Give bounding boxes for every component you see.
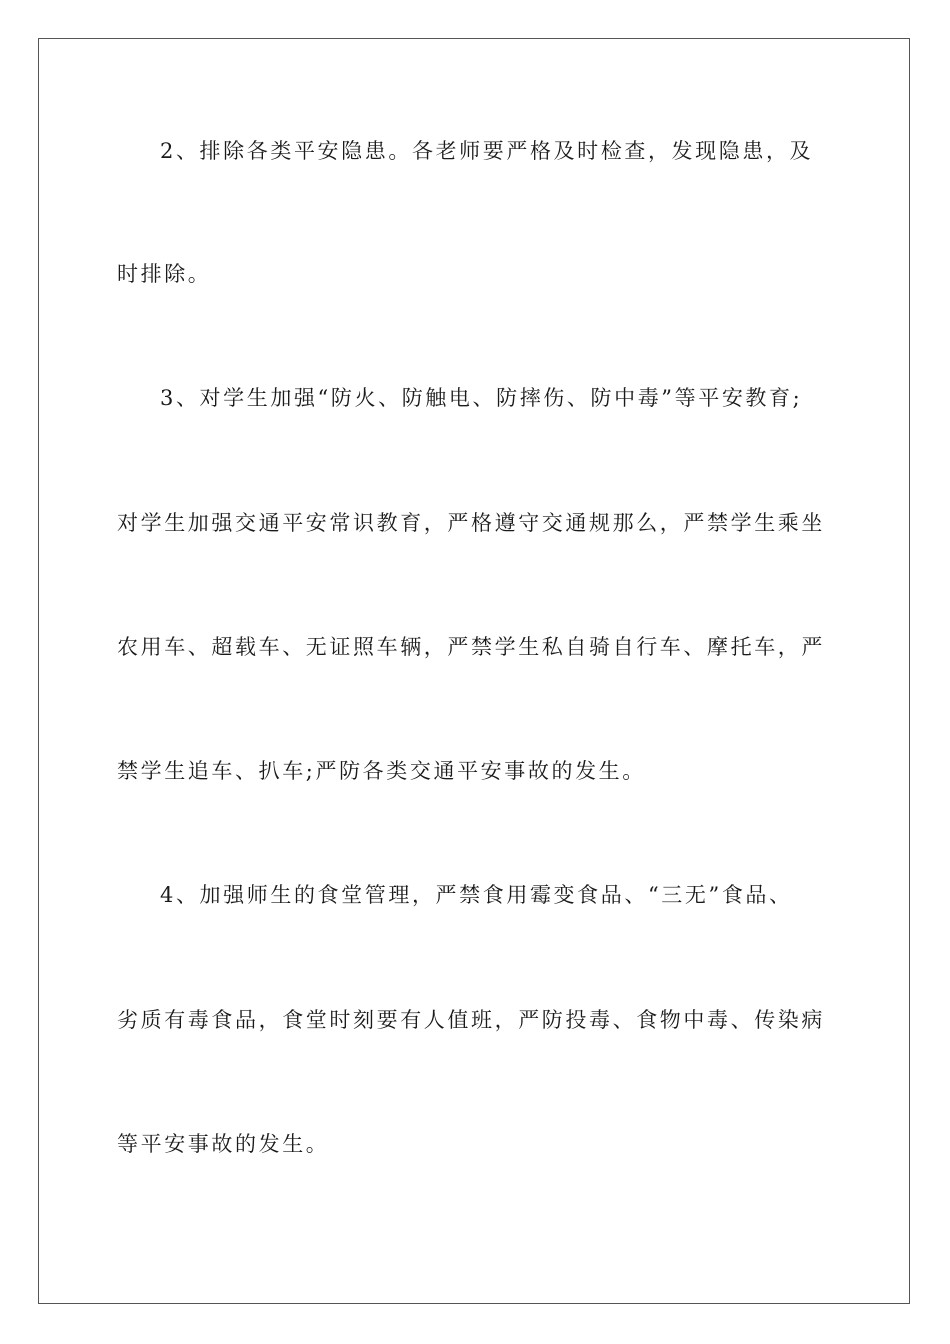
paragraph-3-line-3: 农用车、超载车、无证照车辆，严禁学生私自骑自行车、摩托车，严 [117,635,825,659]
paragraph-3-line-4: 禁学生追车、扒车;严防各类交通平安事故的发生。 [117,759,646,783]
paragraph-4-line-3: 等平安事故的发生。 [117,1132,330,1156]
paragraph-3-line-2: 对学生加强交通平安常识教育，严格遵守交通规那么，严禁学生乘坐 [117,511,825,535]
paragraph-4-line-1: 4、加强师生的食堂管理，严禁食用霉变食品、“三无”食品、 [160,883,793,907]
paragraph-4-line-2: 劣质有毒食品，食堂时刻要有人值班，严防投毒、食物中毒、传染病 [117,1008,825,1032]
paragraph-2-line-1: 2、排除各类平安隐患。各老师要严格及时检查，发现隐患，及 [160,139,814,163]
paragraph-3-line-1: 3、对学生加强“防火、防触电、防摔伤、防中毒”等平安教育; [160,386,803,410]
page-border [38,38,910,1304]
paragraph-2-line-2: 时排除。 [117,262,212,286]
